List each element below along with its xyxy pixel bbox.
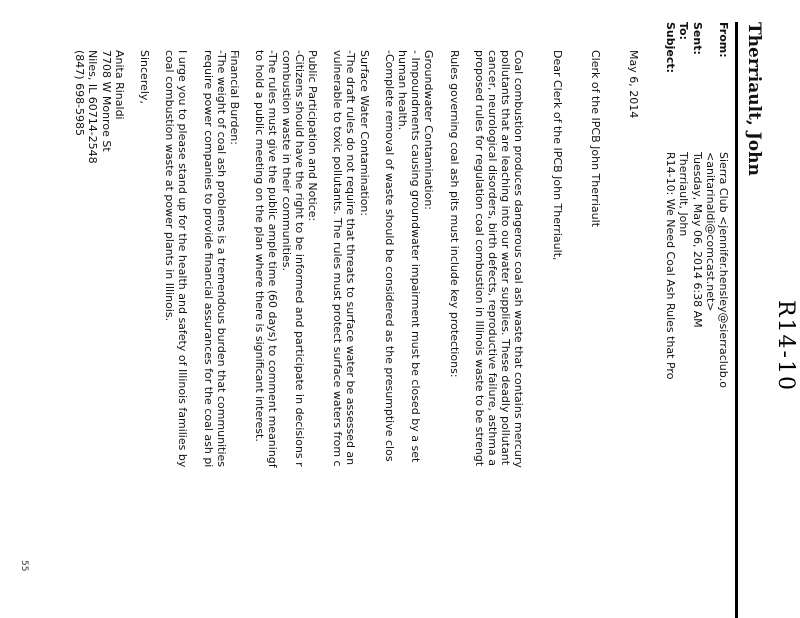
text-line: -Citizens should have the right to be informed and participate in decisions r	[292, 50, 306, 467]
text-line: combustion waste in their communities.	[279, 50, 293, 272]
text-line: Coal combustion produces dangerous coal ash waste that contains mercury	[512, 50, 526, 468]
page-number: 55	[19, 560, 29, 572]
participation-section	[253, 50, 319, 618]
text-line: -The draft rules do not require that threats to surface water be assessed an	[344, 50, 358, 466]
subject-row	[664, 22, 677, 618]
text-line: coal combustion waste at power plants in Illinois.	[163, 50, 177, 322]
text-line: pollutants that are leaching into our water supplies. These deadly pollutant	[499, 50, 513, 466]
email-header	[664, 22, 730, 618]
signature-name: Anita Rinaldi	[112, 50, 126, 120]
sent-label: Sent:	[690, 22, 704, 55]
signature-phone: (847) 698-5985	[73, 50, 87, 137]
intro-paragraph	[473, 50, 526, 618]
from-value-email: <anitarinaldi@comcast.net>	[703, 152, 717, 312]
text-line: -The rules must give the public ample time (60 days) to comment meaningf	[266, 50, 280, 468]
text-line: I urge you to please stand up for the health and safety of Illinois families by	[176, 50, 190, 468]
surface-water-section	[331, 50, 371, 618]
text-line: proposed rules for regulation coal combustion in Illinois waste to be strengt	[472, 50, 486, 467]
signature-street: 7708 W Monroe St	[99, 50, 113, 152]
intro-close: Rules governing coal ash pits must include key protections:	[447, 50, 461, 378]
sent-value: Tuesday, May 06, 2014 6:38 AM	[690, 152, 704, 328]
text-line: to hold a public meeting on the plan where there is significant interest.	[253, 50, 267, 442]
financial-section	[201, 50, 241, 618]
sender-name: Therriault, John	[744, 22, 764, 176]
letter-greeting: Dear Clerk of the IPCB John Therriault,	[550, 50, 564, 261]
subject-label: Subject:	[664, 22, 678, 74]
text-line: cancer, neurological disorders, birth defects, reproductive failure, asthma a	[485, 50, 499, 466]
header-rule	[735, 22, 738, 618]
to-label: To:	[677, 22, 691, 40]
section-heading: Groundwater Contamination:	[422, 50, 436, 210]
section-heading: Public Participation and Notice:	[305, 50, 319, 222]
closing-paragraph	[163, 50, 189, 618]
text-line: require power companies to provide financial assurances for the coal ash pi	[201, 50, 215, 468]
text-line: -Complete removal of waste should be considered as the presumptive clos	[382, 50, 396, 462]
letter-body	[73, 50, 640, 618]
docket-code: R14-10	[773, 300, 798, 392]
text-line: - Impoundments causing groundwater impairment must be closed by a set	[409, 50, 423, 463]
to-row	[677, 22, 690, 618]
letter-date: May 6, 2014	[627, 50, 640, 119]
sent-row	[690, 22, 703, 618]
section-heading: Financial Burden:	[227, 50, 241, 145]
to-value: Therriault, John	[677, 152, 691, 237]
letter-recipient: Clerk of the IPCB John Therriault	[588, 50, 602, 228]
from-label: From:	[717, 22, 730, 58]
text-line: human health.	[395, 50, 409, 131]
signature-block	[73, 50, 126, 618]
subject-value: R14-10: We Need Coal Ash Rules that Pro	[664, 152, 678, 380]
groundwater-section	[383, 50, 436, 618]
signoff: Sincerely,	[137, 50, 151, 104]
text-line: vulnerable to toxic pollutants. The rules must protect surface waters from c	[331, 50, 345, 467]
text-line: -The weight of coal ash problems is a tremendous burden that communities	[214, 50, 228, 468]
from-row-2	[704, 22, 717, 618]
from-value: Sierra Club <jennifer.hensley@sierraclub.o	[717, 152, 730, 388]
section-heading: Surface Water Contamination:	[357, 50, 371, 217]
from-row	[717, 22, 730, 618]
signature-city: Niles, IL 60714-2548	[86, 50, 100, 164]
